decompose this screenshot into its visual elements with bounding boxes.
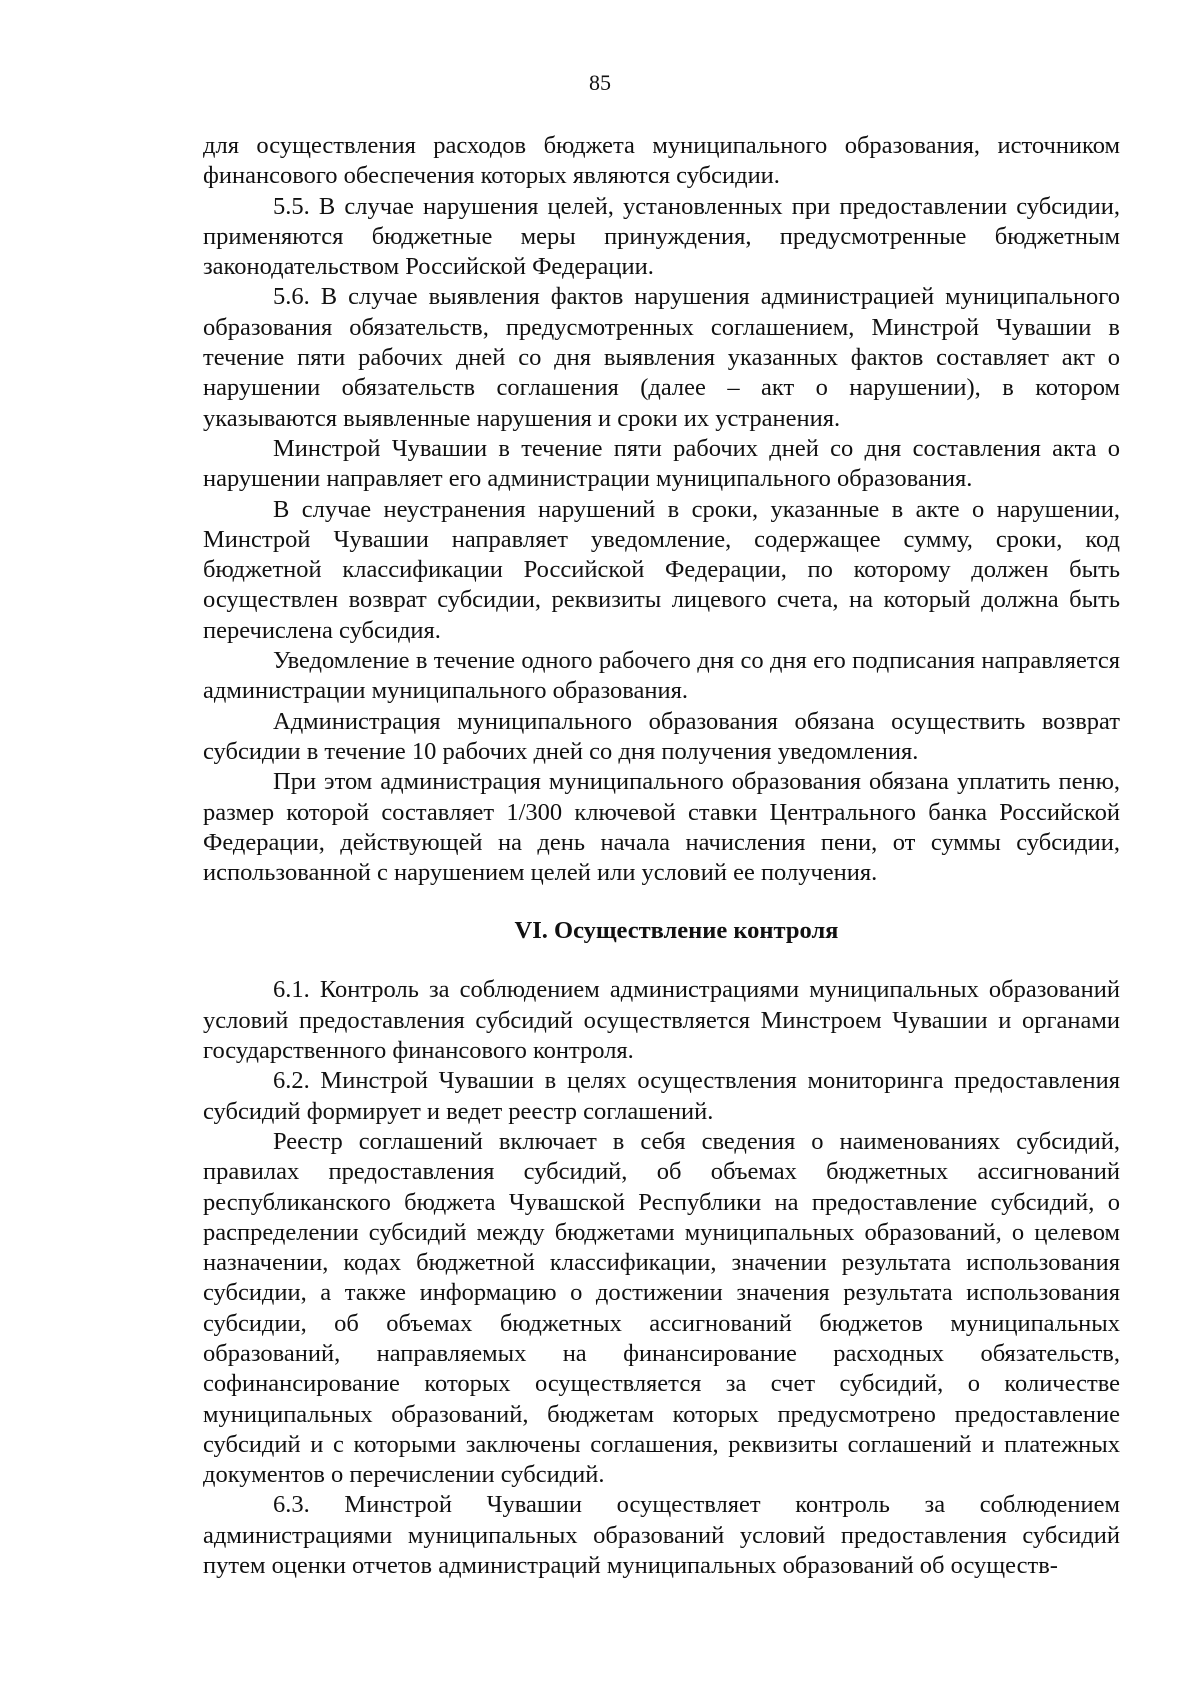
paragraph-5-5: 5.5. В случае нарушения целей, установленных при предоставлении субсидии, применяются бюджетные меры принуждения, предусмотренные бюджетным законодательством Российской Федерации.	[203, 192, 1120, 281]
paragraph-5-6: 5.6. В случае выявления фактов нарушения администрацией муниципального образования обязательств, предусмотренных соглашением, Минстрой Чувашии в течение пяти рабочих дней со дня выявления указанных фактов составляет акт о нарушении обязательств соглашения (далее – акт о нарушении), в котором указываются выявленные нарушения и сроки их устранения.	[203, 283, 1120, 432]
section-heading: VI. Осуществление контроля	[514, 917, 839, 945]
paragraph: В случае неустранения нарушений в сроки, указанные в акте о нарушении, Минстрой Чувашии направляет уведомление, содержащее сумму, сроки, код бюджетной классификации Российской Федерации, по которому должен быть осуществлен возврат субсидии, реквизиты лицевого счета, на который должна быть перечислена субсидия.	[203, 495, 1120, 644]
paragraph: Администрация муниципального образования обязана осуществить возврат субсидии в течение 10 рабочих дней со дня получения уведомления.	[203, 707, 1120, 765]
page-number: 85	[589, 70, 611, 95]
paragraph-6-3: 6.3. Минстрой Чувашии осуществляет контроль за соблюдением администрациями муниципальных образований условий предоставления субсидий путем оценки отчетов администраций муниципальных образований об осуществ-	[203, 1491, 1120, 1580]
paragraph: Реестр соглашений включает в себя сведения о наименованиях субсидий, правилах предоставления субсидий, об объемах бюджетных ассигнований республиканского бюджета Чувашской Республики на предоставление субсидий, о распределении субсидий между бюджетами муниципальных образований, о целевом назначении, кодах бюджетной классификации, значении результата использования субсидии, а также информацию о достижении значения результата использования субсидии, об объемах бюджетных ассигнований бюджетов муниципальных образований, направляемых на финансирование расходных обязательств, софинансирование которых осуществляется за счет субсидий, о количестве муниципальных образований, бюджетам которых предусмотрено предоставление субсидий и с которыми заключены соглашения, реквизиты соглашений и платежных документов о перечислении субсидий.	[203, 1127, 1120, 1489]
paragraph-continuation: для осуществления расходов бюджета муниципального образования, источником финансового обеспечения которых являются субсидии.	[203, 132, 1120, 190]
paragraph: Минстрой Чувашии в течение пяти рабочих дней со дня составления акта о нарушении направляет его администрации муниципального образования.	[203, 434, 1120, 493]
document-body	[203, 131, 1120, 1581]
paragraph-6-2: 6.2. Минстрой Чувашии в целях осуществления мониторинга предоставления субсидий формирует и ведет реестр соглашений.	[203, 1067, 1120, 1125]
paragraph: При этом администрация муниципального образования обязана уплатить пеню, размер которой составляет 1/300 ключевой ставки Центрального банка Российской Федерации, действующей на день начала начисления пени, от суммы субсидии, использованной с нарушением целей или условий ее получения.	[203, 768, 1120, 887]
paragraph-6-1: 6.1. Контроль за соблюдением администрациями муниципальных образований условий предоставления субсидий осуществляется Минстроем Чувашии и органами государственного финансового контроля.	[203, 976, 1120, 1065]
paragraph: Уведомление в течение одного рабочего дня со дня его подписания направляется администрации муниципального образования.	[203, 647, 1120, 705]
